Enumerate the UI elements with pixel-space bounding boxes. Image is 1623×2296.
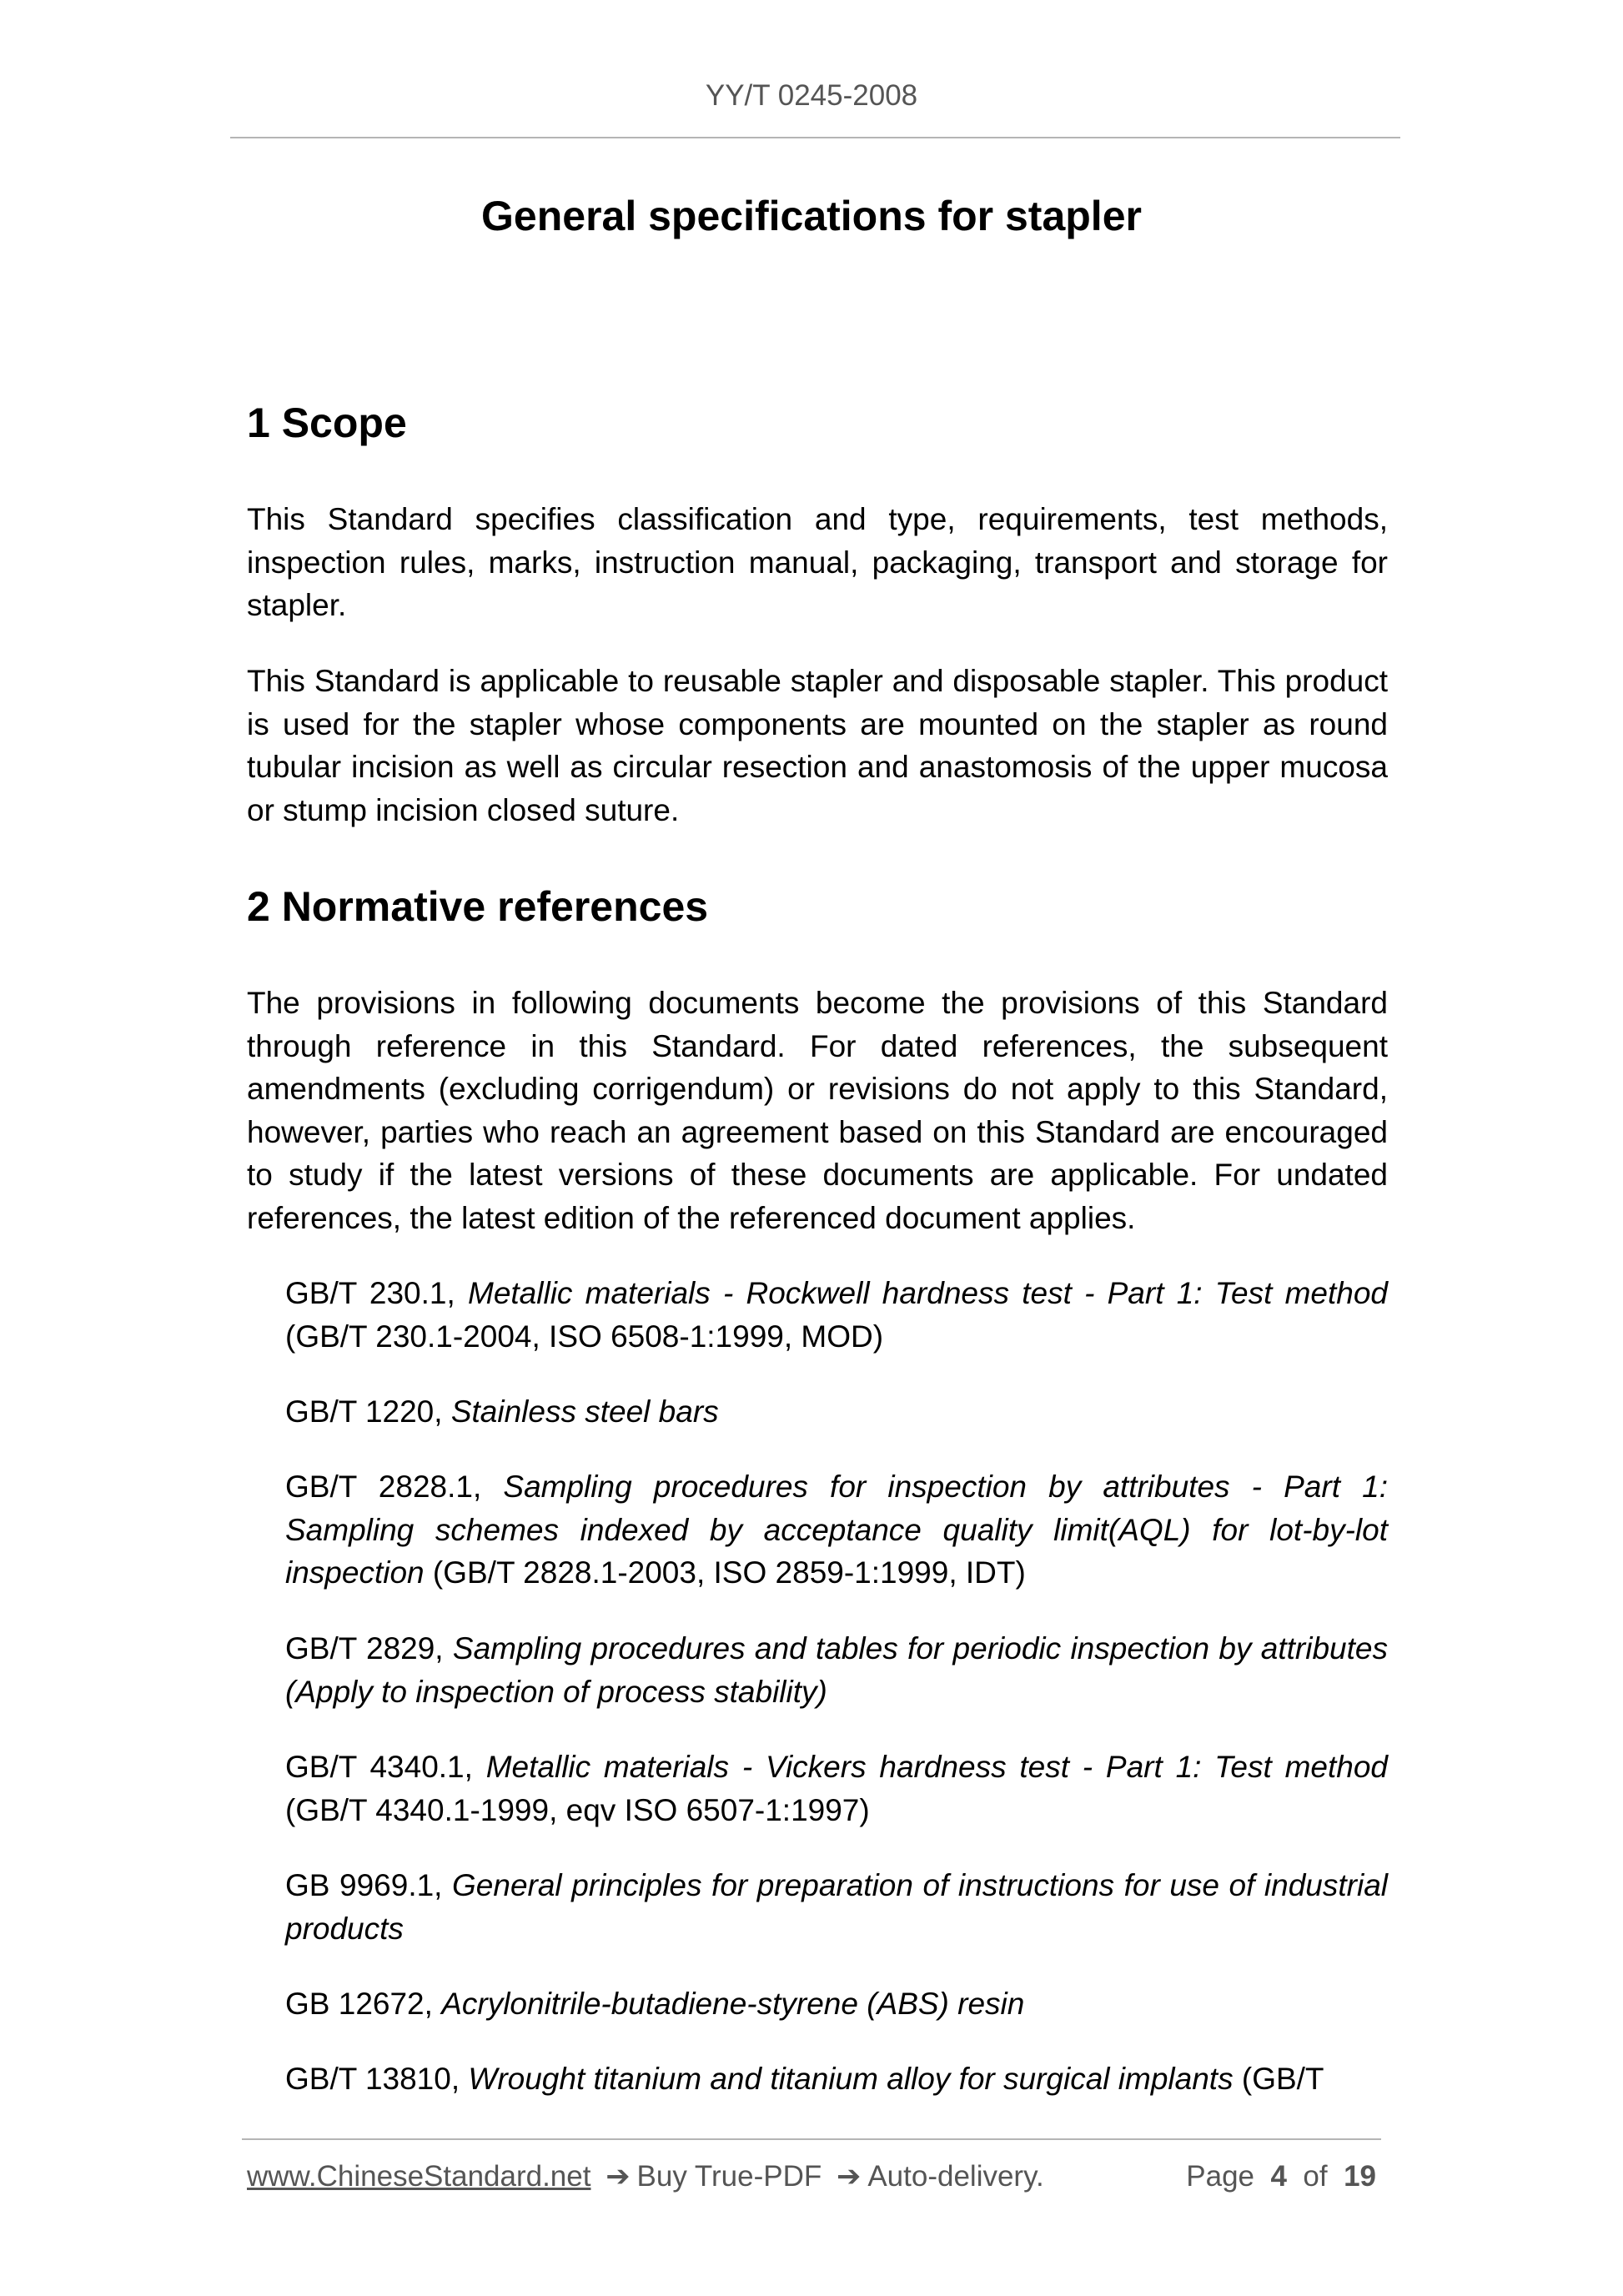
reference-title: Metallic materials - Rockwell hardness test - Part 1: Test method: [468, 1276, 1388, 1310]
page-current: 4: [1270, 2160, 1287, 2193]
reference-item: [285, 1465, 1388, 1595]
reference-code: GB/T 2829,: [285, 1631, 453, 1665]
reference-code: GB/T 13810,: [285, 2062, 469, 2096]
section-heading-scope: 1 Scope: [247, 399, 407, 446]
reference-suffix: (GB/T 4340.1-1999, eqv ISO 6507-1:1997): [285, 1792, 870, 1827]
header-divider: [230, 137, 1400, 138]
scope-paragraph-2: This Standard is applicable to reusable stapler and disposable stapler. This product is used for the stapler whose components are mounted on the stapler as round tubular incision as well as circular resection and anastomosis of the upper mucosa or stump incision closed suture.: [247, 664, 1388, 827]
reference-item: [285, 1864, 1388, 1950]
footer-divider: [242, 2138, 1381, 2140]
normative-references-paragraph: The provisions in following documents become the provisions of this Standard through reference in this Standard. For dated references, the subsequent amendments (excluding corrigendum) or revisions do not apply to this Standard, however, parties who reach an agreement based on this Standard are encouraged to study if the latest versions of these documents are applicable. For undated references, the latest edition of the referenced document applies.: [247, 986, 1388, 1235]
reference-code: GB 12672,: [285, 1987, 442, 2021]
reference-item: [285, 1627, 1388, 1713]
footer-step-buy: Buy True-PDF: [636, 2160, 822, 2193]
reference-item: [285, 1272, 1388, 1358]
reference-title: Sampling procedures for inspection by attributes - Part 1: Sampling schemes indexed by acceptance quality limit(AQL) for lot-by-lot inspection: [285, 1470, 1388, 1590]
right-arrow-icon: ➔: [605, 2160, 631, 2193]
reference-item: [285, 1746, 1388, 1831]
reference-title: Stainless steel bars: [450, 1394, 719, 1429]
reference-title: General principles for preparation of instructions for use of industrial products: [285, 1868, 1389, 1946]
section-heading-normative-references: 2 Normative references: [247, 883, 709, 930]
reference-title: Sampling procedures and tables for periodic inspection by attributes (Apply to inspection of process stability): [285, 1631, 1388, 1709]
reference-item: [285, 1390, 1388, 1434]
reference-code: GB 9969.1,: [285, 1868, 453, 1902]
reference-title: Metallic materials - Vickers hardness test - Part 1: Test method: [485, 1750, 1388, 1784]
reference-item: [285, 2057, 1388, 2101]
reference-title: Acrylonitrile-butadiene-styrene (ABS) resin: [441, 1987, 1025, 2021]
footer-promo: [247, 2160, 1044, 2193]
reference-suffix: (GB/T 2828.1-2003, ISO 2859-1:1999, IDT): [424, 1555, 1026, 1590]
page-total: 19: [1344, 2160, 1376, 2193]
page-number: [1186, 2160, 1376, 2193]
reference-item: [285, 1982, 1388, 2026]
reference-suffix: (GB/T 230.1-2004, ISO 6508-1:1999, MOD): [285, 1319, 884, 1354]
page-of: of: [1303, 2160, 1328, 2193]
reference-code: GB/T 1220,: [285, 1394, 451, 1429]
document-title: General specifications for stapler: [481, 193, 1142, 239]
reference-suffix: (GB/T: [1233, 2062, 1324, 2096]
website-link[interactable]: www.ChineseStandard.net: [247, 2160, 591, 2193]
page-label: Page: [1186, 2160, 1255, 2193]
header-doc-code: YY/T 0245-2008: [705, 79, 918, 112]
reference-code: GB/T 4340.1,: [285, 1750, 486, 1784]
reference-code: GB/T 230.1,: [285, 1276, 468, 1310]
footer-step-delivery: Auto-delivery.: [867, 2160, 1044, 2193]
reference-code: GB/T 2828.1,: [285, 1470, 504, 1504]
reference-title: Wrought titanium and titanium alloy for surgical implants: [468, 2062, 1234, 2096]
scope-paragraph-1: This Standard specifies classification and type, requirements, test methods, inspection rules, marks, instruction manual, packaging, transport and storage for stapler.: [247, 502, 1388, 622]
right-arrow-icon: ➔: [837, 2160, 862, 2193]
